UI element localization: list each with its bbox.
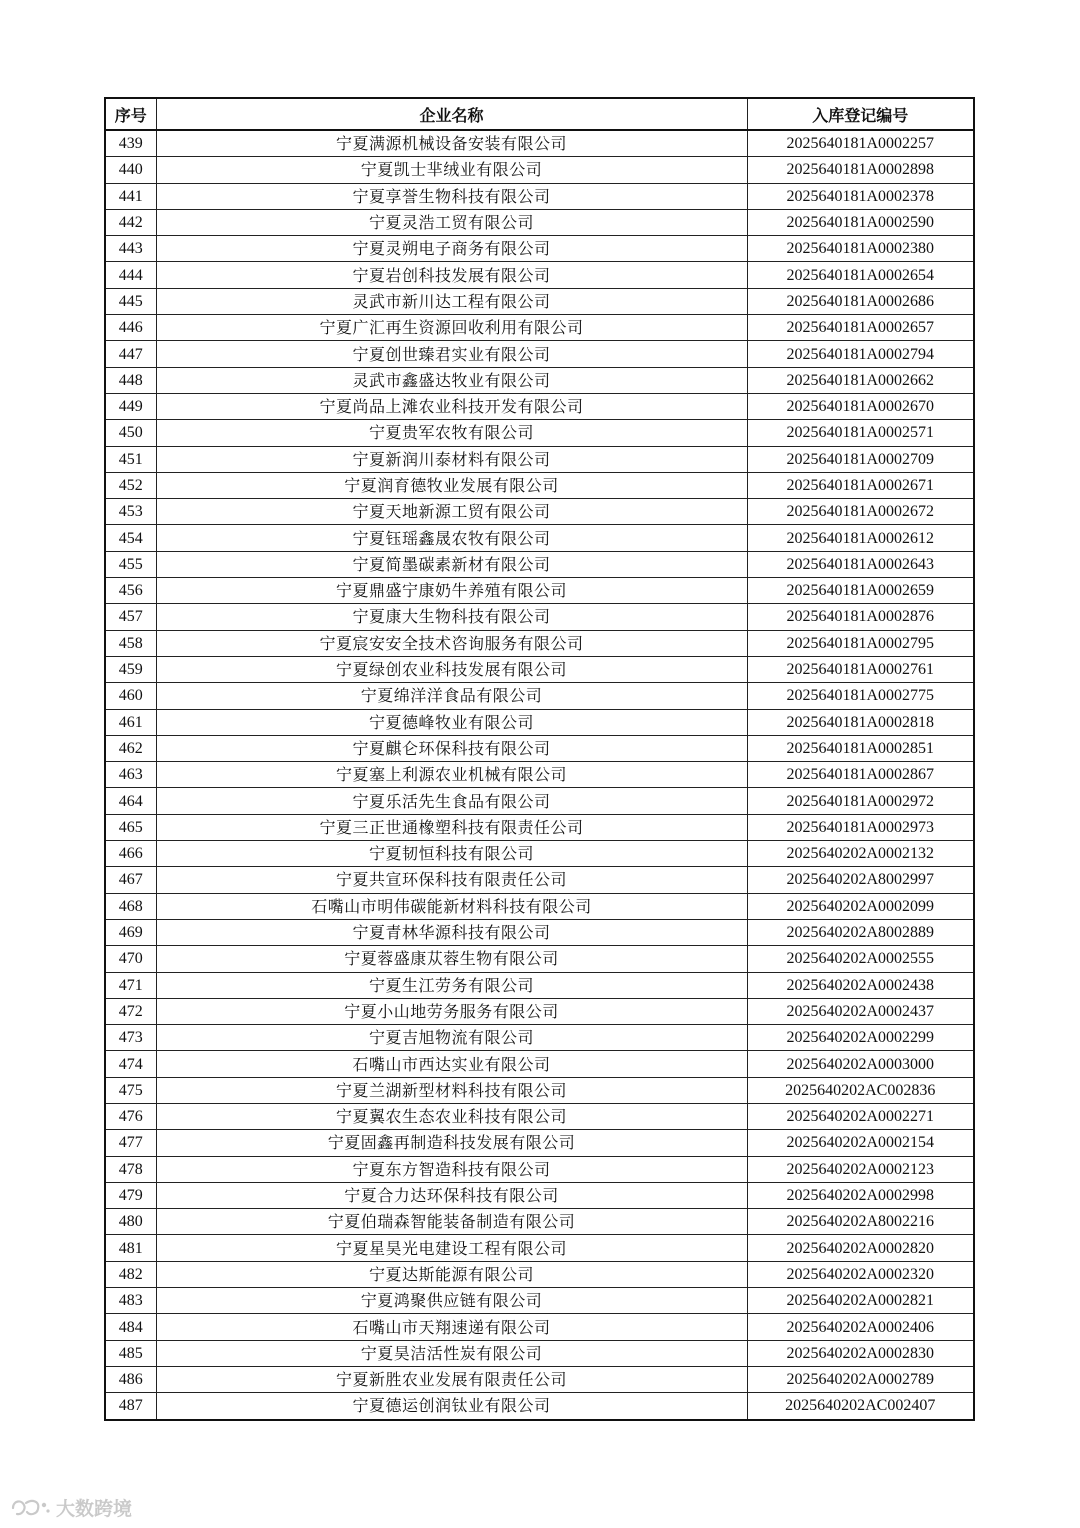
table-row xyxy=(105,1130,974,1156)
table-row xyxy=(105,288,974,314)
cell-registration-code: 2025640181A0002898 xyxy=(747,157,974,183)
cell-company-name: 宁夏塞上利源农业机械有限公司 xyxy=(156,762,747,788)
table-row xyxy=(105,919,974,945)
cell-company-name: 宁夏岩创科技发展有限公司 xyxy=(156,262,747,288)
table-row xyxy=(105,1077,974,1103)
table-row xyxy=(105,393,974,419)
cell-company-name: 宁夏灵朔电子商务有限公司 xyxy=(156,236,747,262)
cell-serial-number: 466 xyxy=(105,841,156,867)
cell-serial-number: 448 xyxy=(105,367,156,393)
cell-serial-number: 446 xyxy=(105,315,156,341)
cell-company-name: 石嘴山市明伟碳能新材料科技有限公司 xyxy=(156,893,747,919)
cell-registration-code: 2025640181A0002590 xyxy=(747,209,974,235)
table-row xyxy=(105,946,974,972)
cell-company-name: 宁夏吉旭物流有限公司 xyxy=(156,1025,747,1051)
cell-company-name: 宁夏生江劳务有限公司 xyxy=(156,972,747,998)
cell-registration-code: 2025640181A0002643 xyxy=(747,551,974,577)
table-row xyxy=(105,315,974,341)
cell-company-name: 宁夏灵浩工贸有限公司 xyxy=(156,209,747,235)
cell-serial-number: 470 xyxy=(105,946,156,972)
cell-serial-number: 455 xyxy=(105,551,156,577)
cell-serial-number: 440 xyxy=(105,157,156,183)
cell-company-name: 宁夏宸安安全技术咨询服务有限公司 xyxy=(156,630,747,656)
cell-serial-number: 482 xyxy=(105,1261,156,1287)
cell-serial-number: 458 xyxy=(105,630,156,656)
enterprise-registry-table-container xyxy=(104,97,973,1421)
cell-serial-number: 454 xyxy=(105,525,156,551)
cell-registration-code: 2025640202A0002998 xyxy=(747,1182,974,1208)
cell-serial-number: 473 xyxy=(105,1025,156,1051)
cell-registration-code: 2025640202A0002406 xyxy=(747,1314,974,1340)
cell-company-name: 宁夏简墨碳素新材有限公司 xyxy=(156,551,747,577)
table-row xyxy=(105,762,974,788)
watermark-text: 大数跨境 xyxy=(56,1498,133,1520)
cell-registration-code: 2025640181A0002659 xyxy=(747,578,974,604)
table-row xyxy=(105,735,974,761)
cell-company-name: 宁夏固鑫再制造科技发展有限公司 xyxy=(156,1130,747,1156)
cell-serial-number: 449 xyxy=(105,393,156,419)
cell-company-name: 宁夏三正世通橡塑科技有限责任公司 xyxy=(156,814,747,840)
table-row xyxy=(105,709,974,735)
table-row xyxy=(105,1393,974,1420)
table-row xyxy=(105,183,974,209)
table-row xyxy=(105,1182,974,1208)
table-row xyxy=(105,1156,974,1182)
cell-company-name: 宁夏创世臻君实业有限公司 xyxy=(156,341,747,367)
table-row xyxy=(105,841,974,867)
table-row xyxy=(105,209,974,235)
cell-serial-number: 484 xyxy=(105,1314,156,1340)
cell-serial-number: 483 xyxy=(105,1288,156,1314)
cell-company-name: 宁夏蓉盛康苁蓉生物有限公司 xyxy=(156,946,747,972)
cell-registration-code: 2025640202A0002437 xyxy=(747,998,974,1024)
cell-registration-code: 2025640181A0002867 xyxy=(747,762,974,788)
table-row xyxy=(105,998,974,1024)
cell-serial-number: 439 xyxy=(105,130,156,157)
header-company-name: 企业名称 xyxy=(156,98,747,130)
cell-serial-number: 485 xyxy=(105,1340,156,1366)
cell-company-name: 宁夏贵军农牧有限公司 xyxy=(156,420,747,446)
table-row xyxy=(105,972,974,998)
cell-registration-code: 2025640181A0002775 xyxy=(747,683,974,709)
cell-registration-code: 2025640181A0002378 xyxy=(747,183,974,209)
cell-registration-code: 2025640181A0002876 xyxy=(747,604,974,630)
cell-serial-number: 476 xyxy=(105,1103,156,1129)
cell-serial-number: 471 xyxy=(105,972,156,998)
cell-registration-code: 2025640181A0002972 xyxy=(747,788,974,814)
cell-company-name: 宁夏乐活先生食品有限公司 xyxy=(156,788,747,814)
cell-company-name: 宁夏星昊光电建设工程有限公司 xyxy=(156,1235,747,1261)
table-row xyxy=(105,788,974,814)
cell-registration-code: 2025640202A0002132 xyxy=(747,841,974,867)
enterprise-registry-table xyxy=(104,97,975,1421)
cell-company-name: 宁夏兰湖新型材料科技有限公司 xyxy=(156,1077,747,1103)
cell-serial-number: 445 xyxy=(105,288,156,314)
table-row xyxy=(105,551,974,577)
cell-registration-code: 2025640202A0002154 xyxy=(747,1130,974,1156)
table-row xyxy=(105,1366,974,1392)
cell-registration-code: 2025640202AC002836 xyxy=(747,1077,974,1103)
watermark xyxy=(10,1494,132,1521)
cell-serial-number: 472 xyxy=(105,998,156,1024)
cell-company-name: 宁夏青林华源科技有限公司 xyxy=(156,919,747,945)
cell-serial-number: 475 xyxy=(105,1077,156,1103)
cell-registration-code: 2025640202A0002271 xyxy=(747,1103,974,1129)
cell-registration-code: 2025640202A0002789 xyxy=(747,1366,974,1392)
cell-serial-number: 481 xyxy=(105,1235,156,1261)
table-row xyxy=(105,341,974,367)
cell-company-name: 宁夏翼农生态农业科技有限公司 xyxy=(156,1103,747,1129)
table-row xyxy=(105,1025,974,1051)
cell-serial-number: 460 xyxy=(105,683,156,709)
table-body xyxy=(105,130,974,1420)
table-row xyxy=(105,499,974,525)
table-row xyxy=(105,1209,974,1235)
cell-company-name: 石嘴山市西达实业有限公司 xyxy=(156,1051,747,1077)
table-row xyxy=(105,262,974,288)
table-row xyxy=(105,604,974,630)
table-row xyxy=(105,656,974,682)
cell-company-name: 宁夏享誉生物科技有限公司 xyxy=(156,183,747,209)
cell-serial-number: 459 xyxy=(105,656,156,682)
table-row xyxy=(105,472,974,498)
cell-company-name: 石嘴山市天翔速递有限公司 xyxy=(156,1314,747,1340)
cell-company-name: 宁夏康大生物科技有限公司 xyxy=(156,604,747,630)
cell-company-name: 宁夏德运创润钛业有限公司 xyxy=(156,1393,747,1420)
table-row xyxy=(105,630,974,656)
cell-registration-code: 2025640202AC002407 xyxy=(747,1393,974,1420)
cell-registration-code: 2025640202A0002438 xyxy=(747,972,974,998)
table-row xyxy=(105,683,974,709)
cell-registration-code: 2025640181A0002709 xyxy=(747,446,974,472)
table-row xyxy=(105,1340,974,1366)
cell-serial-number: 464 xyxy=(105,788,156,814)
cell-company-name: 宁夏合力达环保科技有限公司 xyxy=(156,1182,747,1208)
cell-serial-number: 477 xyxy=(105,1130,156,1156)
cell-company-name: 宁夏东方智造科技有限公司 xyxy=(156,1156,747,1182)
cell-serial-number: 450 xyxy=(105,420,156,446)
cell-registration-code: 2025640181A0002657 xyxy=(747,315,974,341)
cell-serial-number: 442 xyxy=(105,209,156,235)
cell-company-name: 宁夏尚品上滩农业科技开发有限公司 xyxy=(156,393,747,419)
cell-company-name: 宁夏广汇再生资源回收利用有限公司 xyxy=(156,315,747,341)
table-row xyxy=(105,367,974,393)
cell-company-name: 宁夏鸿聚供应链有限公司 xyxy=(156,1288,747,1314)
cell-registration-code: 2025640181A0002818 xyxy=(747,709,974,735)
cell-registration-code: 2025640202A0003000 xyxy=(747,1051,974,1077)
cell-company-name: 宁夏新胜农业发展有限责任公司 xyxy=(156,1366,747,1392)
table-row xyxy=(105,893,974,919)
cell-company-name: 宁夏韧恒科技有限公司 xyxy=(156,841,747,867)
cell-serial-number: 441 xyxy=(105,183,156,209)
cell-registration-code: 2025640181A0002670 xyxy=(747,393,974,419)
cell-serial-number: 478 xyxy=(105,1156,156,1182)
cell-registration-code: 2025640181A0002380 xyxy=(747,236,974,262)
cell-company-name: 宁夏绿创农业科技发展有限公司 xyxy=(156,656,747,682)
table-header xyxy=(105,98,974,130)
cell-registration-code: 2025640202A0002820 xyxy=(747,1235,974,1261)
table-row xyxy=(105,1261,974,1287)
table-row xyxy=(105,236,974,262)
cell-registration-code: 2025640181A0002794 xyxy=(747,341,974,367)
cell-company-name: 宁夏天地新源工贸有限公司 xyxy=(156,499,747,525)
cell-company-name: 宁夏伯瑞森智能装备制造有限公司 xyxy=(156,1209,747,1235)
cell-serial-number: 453 xyxy=(105,499,156,525)
cell-registration-code: 2025640181A0002571 xyxy=(747,420,974,446)
cell-registration-code: 2025640202A0002099 xyxy=(747,893,974,919)
table-row xyxy=(105,1103,974,1129)
header-row xyxy=(105,98,974,130)
cell-registration-code: 2025640181A0002671 xyxy=(747,472,974,498)
cell-registration-code: 2025640202A0002821 xyxy=(747,1288,974,1314)
cell-serial-number: 487 xyxy=(105,1393,156,1420)
cell-serial-number: 480 xyxy=(105,1209,156,1235)
cell-serial-number: 451 xyxy=(105,446,156,472)
cell-company-name: 宁夏麒仑环保科技有限公司 xyxy=(156,735,747,761)
cell-registration-code: 2025640181A0002654 xyxy=(747,262,974,288)
cell-company-name: 宁夏鼎盛宁康奶牛养殖有限公司 xyxy=(156,578,747,604)
cell-serial-number: 474 xyxy=(105,1051,156,1077)
cell-serial-number: 467 xyxy=(105,867,156,893)
cell-serial-number: 444 xyxy=(105,262,156,288)
cell-serial-number: 457 xyxy=(105,604,156,630)
table-row xyxy=(105,420,974,446)
cell-company-name: 宁夏新润川泰材料有限公司 xyxy=(156,446,747,472)
brand-logo-icon xyxy=(10,1497,52,1519)
table-row xyxy=(105,1288,974,1314)
cell-registration-code: 2025640181A0002851 xyxy=(747,735,974,761)
cell-registration-code: 2025640202A0002830 xyxy=(747,1340,974,1366)
cell-serial-number: 463 xyxy=(105,762,156,788)
cell-serial-number: 461 xyxy=(105,709,156,735)
cell-company-name: 宁夏共宣环保科技有限责任公司 xyxy=(156,867,747,893)
table-row xyxy=(105,1314,974,1340)
cell-company-name: 宁夏绵洋洋食品有限公司 xyxy=(156,683,747,709)
cell-registration-code: 2025640181A0002795 xyxy=(747,630,974,656)
cell-company-name: 灵武市新川达工程有限公司 xyxy=(156,288,747,314)
table-row xyxy=(105,1235,974,1261)
cell-serial-number: 479 xyxy=(105,1182,156,1208)
table-row xyxy=(105,1051,974,1077)
cell-company-name: 宁夏达斯能源有限公司 xyxy=(156,1261,747,1287)
cell-company-name: 宁夏德峰牧业有限公司 xyxy=(156,709,747,735)
cell-company-name: 宁夏凯士芈绒业有限公司 xyxy=(156,157,747,183)
cell-registration-code: 2025640181A0002662 xyxy=(747,367,974,393)
cell-registration-code: 2025640202A0002555 xyxy=(747,946,974,972)
cell-company-name: 宁夏钰瑶鑫晟农牧有限公司 xyxy=(156,525,747,551)
cell-registration-code: 2025640202A0002299 xyxy=(747,1025,974,1051)
cell-registration-code: 2025640202A8002889 xyxy=(747,919,974,945)
cell-serial-number: 469 xyxy=(105,919,156,945)
cell-registration-code: 2025640202A8002216 xyxy=(747,1209,974,1235)
cell-serial-number: 462 xyxy=(105,735,156,761)
table-row xyxy=(105,130,974,157)
cell-registration-code: 2025640202A0002123 xyxy=(747,1156,974,1182)
cell-serial-number: 443 xyxy=(105,236,156,262)
cell-registration-code: 2025640181A0002761 xyxy=(747,656,974,682)
table-row xyxy=(105,157,974,183)
header-registration-code: 入库登记编号 xyxy=(747,98,974,130)
header-serial-number: 序号 xyxy=(105,98,156,130)
table-row xyxy=(105,814,974,840)
cell-registration-code: 2025640181A0002686 xyxy=(747,288,974,314)
cell-registration-code: 2025640181A0002973 xyxy=(747,814,974,840)
table-row xyxy=(105,578,974,604)
cell-serial-number: 468 xyxy=(105,893,156,919)
cell-serial-number: 447 xyxy=(105,341,156,367)
table-row xyxy=(105,525,974,551)
cell-registration-code: 2025640181A0002672 xyxy=(747,499,974,525)
cell-company-name: 宁夏满源机械设备安装有限公司 xyxy=(156,130,747,157)
cell-serial-number: 456 xyxy=(105,578,156,604)
cell-registration-code: 2025640202A8002997 xyxy=(747,867,974,893)
cell-company-name: 宁夏润育德牧业发展有限公司 xyxy=(156,472,747,498)
cell-company-name: 宁夏昊洁活性炭有限公司 xyxy=(156,1340,747,1366)
cell-registration-code: 2025640202A0002320 xyxy=(747,1261,974,1287)
cell-serial-number: 465 xyxy=(105,814,156,840)
cell-registration-code: 2025640181A0002612 xyxy=(747,525,974,551)
cell-serial-number: 486 xyxy=(105,1366,156,1392)
cell-serial-number: 452 xyxy=(105,472,156,498)
cell-company-name: 宁夏小山地劳务服务有限公司 xyxy=(156,998,747,1024)
table-row xyxy=(105,867,974,893)
cell-registration-code: 2025640181A0002257 xyxy=(747,130,974,157)
cell-company-name: 灵武市鑫盛达牧业有限公司 xyxy=(156,367,747,393)
table-row xyxy=(105,446,974,472)
